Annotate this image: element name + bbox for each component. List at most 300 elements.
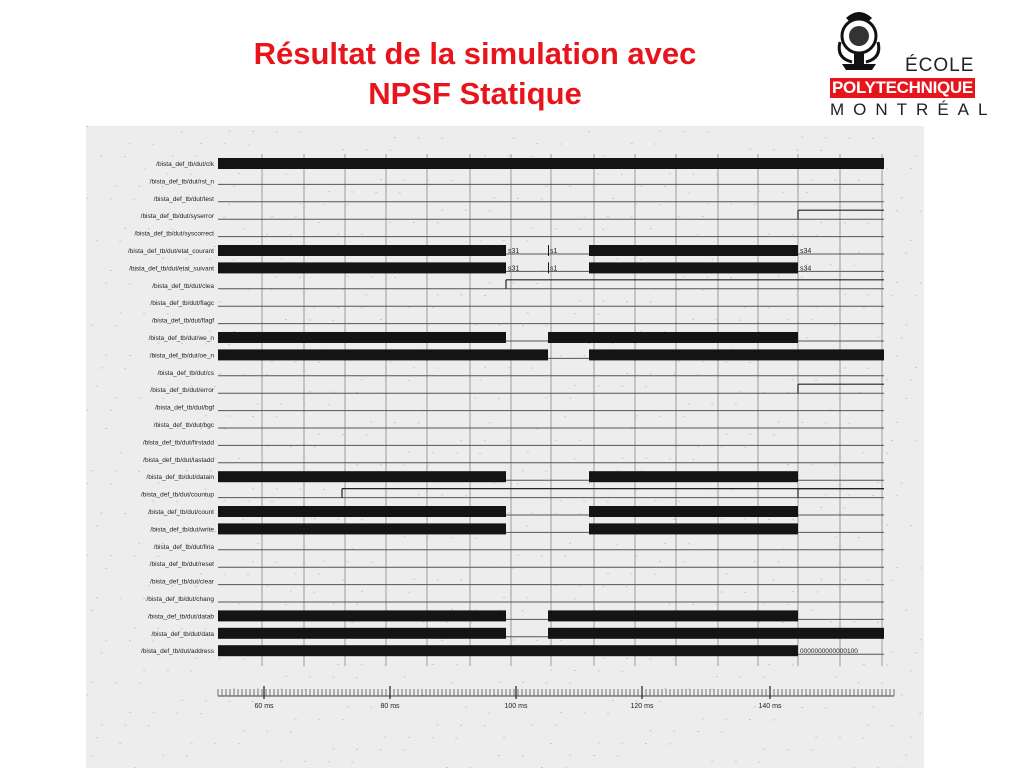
speckle [593, 755, 595, 756]
speckle [796, 150, 798, 151]
speckle [257, 543, 259, 544]
speckle [413, 367, 415, 368]
speckle [328, 404, 330, 405]
speckle [219, 301, 221, 302]
speckle [110, 198, 112, 199]
speckle [403, 750, 405, 751]
speckle [574, 385, 576, 386]
speckle [598, 670, 600, 671]
address-value-label: 0000000000000100 [800, 648, 858, 655]
speckle [853, 265, 855, 266]
speckle [337, 234, 339, 235]
speckle [493, 198, 495, 199]
speckle [105, 568, 107, 569]
speckle [616, 259, 618, 260]
speckle [792, 591, 794, 592]
speckle [787, 464, 789, 465]
speckle [792, 379, 794, 380]
speckle [228, 204, 230, 205]
speckle [678, 361, 680, 362]
speckle [834, 325, 836, 326]
speckle [669, 743, 671, 744]
speckle [848, 423, 850, 424]
speckle [441, 640, 443, 641]
speckle [138, 543, 140, 544]
speckle [796, 435, 798, 436]
speckle [446, 622, 448, 623]
speckle [451, 180, 453, 181]
speckle [508, 512, 510, 513]
speckle [323, 489, 325, 490]
speckle [309, 319, 311, 320]
speckle [266, 234, 268, 235]
speckle [465, 707, 467, 708]
speckle [887, 665, 889, 666]
speckle [167, 313, 169, 314]
speckle [86, 126, 88, 127]
speckle [498, 755, 500, 756]
speckle [228, 416, 230, 417]
speckle [318, 719, 320, 720]
speckle [920, 568, 922, 569]
speckle [105, 355, 107, 356]
speckle [759, 762, 761, 763]
state-bus-bar [589, 262, 798, 273]
speckle [834, 180, 836, 181]
speckle [655, 144, 657, 145]
speckle [181, 343, 183, 344]
speckle [579, 585, 581, 586]
speckle [683, 276, 685, 277]
speckle [536, 640, 538, 641]
speckle [815, 235, 817, 236]
speckle [115, 471, 117, 472]
speckle [664, 186, 666, 187]
speckle [356, 464, 358, 465]
speckle [124, 725, 126, 726]
signal-name-label: /bista_def_tb/dut/rst_n [150, 178, 215, 185]
speckle [532, 725, 534, 726]
slide-title-line1: Résultat de la simulation avec [150, 34, 800, 74]
speckle [673, 374, 675, 375]
speckle [555, 228, 557, 229]
speckle [905, 755, 907, 756]
speckle [588, 483, 590, 484]
speckle [110, 410, 112, 411]
signal-name-label: /bista_def_tb/dut/datab [148, 613, 215, 620]
speckle [621, 386, 623, 387]
speckle [546, 682, 548, 683]
speckle [427, 537, 429, 538]
speckle [891, 440, 893, 441]
speckle [522, 682, 524, 683]
speckle [223, 574, 225, 575]
speckle [214, 246, 216, 247]
speckle [281, 258, 283, 259]
speckle [138, 471, 140, 472]
speckle [617, 755, 619, 756]
speckle [896, 355, 898, 356]
speckle [228, 344, 230, 345]
speckle [356, 604, 358, 605]
speckle [158, 483, 160, 484]
speckle [541, 555, 543, 556]
speckle [901, 483, 903, 484]
speckle [351, 762, 353, 763]
speckle [157, 628, 159, 629]
state-label: s1 [550, 248, 558, 255]
speckle [271, 361, 273, 362]
speckle [901, 694, 903, 695]
speckle [602, 586, 604, 587]
speckle [858, 682, 860, 683]
speckle [224, 143, 226, 144]
speckle [333, 603, 335, 604]
speckle [370, 562, 372, 563]
speckle [276, 416, 278, 417]
speckle [792, 234, 794, 235]
signal-name-label: /bista_def_tb/dut/reset [150, 561, 215, 568]
speckle [228, 701, 230, 702]
speckle [436, 368, 438, 369]
speckle [758, 622, 760, 623]
speckle [171, 586, 173, 587]
speckle [536, 283, 538, 284]
speckle [801, 277, 803, 278]
speckle [242, 519, 244, 520]
speckle [796, 295, 798, 296]
speckle [513, 640, 515, 641]
speckle [224, 500, 226, 501]
speckle [366, 435, 368, 436]
speckle [626, 586, 628, 587]
speckle [584, 713, 586, 714]
signal-name-label: /bista_def_tb/dut/datain [146, 474, 214, 481]
speckle [687, 192, 689, 193]
speckle [673, 731, 675, 732]
speckle [119, 598, 121, 599]
speckle [868, 294, 870, 295]
speckle [266, 731, 268, 732]
speckle [413, 222, 415, 223]
speckle [342, 719, 344, 720]
speckle [645, 743, 647, 744]
speckle [280, 404, 282, 405]
speckle [257, 403, 259, 404]
speckle [754, 706, 756, 707]
speckle [531, 368, 533, 369]
speckle [555, 440, 557, 441]
speckle [872, 707, 874, 708]
speckle [612, 700, 614, 701]
speckle [389, 222, 391, 223]
speckle [91, 755, 93, 756]
signal-bus-bar [548, 628, 884, 639]
speckle [739, 320, 741, 321]
speckle [517, 198, 519, 199]
speckle [593, 398, 595, 399]
speckle [583, 356, 585, 357]
speckle [631, 217, 633, 218]
signal-bus-bar [218, 628, 506, 639]
speckle [394, 137, 396, 138]
speckle [91, 682, 93, 683]
speckle [479, 453, 481, 454]
speckle [366, 149, 368, 150]
speckle [754, 561, 756, 562]
speckle [768, 519, 770, 520]
speckle [834, 465, 836, 466]
speckle [493, 483, 495, 484]
speckle [754, 204, 756, 205]
speckle [384, 665, 386, 666]
speckle [730, 204, 732, 205]
signal-bus-bar [589, 523, 798, 534]
speckle [598, 742, 600, 743]
speckle [536, 143, 538, 144]
speckle [252, 701, 254, 702]
speckle [863, 452, 865, 453]
speckle [659, 416, 661, 417]
speckle [243, 228, 245, 229]
speckle [763, 392, 765, 393]
speckle [598, 385, 600, 386]
speckle [858, 537, 860, 538]
speckle [726, 573, 728, 574]
speckle [816, 592, 818, 593]
speckle [276, 131, 278, 132]
signal-name-label: /bista_def_tb/dut/chang [146, 596, 214, 603]
state-label: s1 [550, 265, 558, 272]
speckle [252, 488, 254, 489]
signal-bus-bar [589, 349, 884, 360]
state-bus-bar [548, 262, 549, 273]
signal-name-label: /bista_def_tb/dut/etat_courant [128, 248, 214, 255]
speckle [541, 198, 543, 199]
speckle [484, 440, 486, 441]
speckle [507, 441, 509, 442]
speckle [489, 713, 491, 714]
speckle [910, 380, 912, 381]
signal-name-label: /bista_def_tb/dut/bgf [155, 405, 214, 412]
speckle [593, 543, 595, 544]
speckle [86, 198, 88, 199]
speckle [768, 664, 770, 665]
speckle [309, 391, 311, 392]
speckle [910, 737, 912, 738]
speckle [877, 337, 879, 338]
speckle [172, 155, 174, 156]
speckle [512, 568, 514, 569]
speckle [503, 240, 505, 241]
speckle [418, 494, 420, 495]
speckle [200, 573, 202, 574]
speckle [403, 465, 405, 466]
speckle [484, 295, 486, 296]
speckle [583, 216, 585, 217]
signal-bus-bar [548, 610, 798, 621]
speckle [110, 483, 112, 484]
signal-name-label: /bista_def_tb/dut/cs [158, 370, 215, 377]
speckle [120, 452, 122, 453]
time-tick-label: 140 ms [759, 703, 782, 710]
speckle [560, 355, 562, 356]
speckle [399, 192, 401, 193]
speckle [887, 379, 889, 380]
speckle [404, 676, 406, 677]
speckle [224, 428, 226, 429]
speckle [205, 415, 207, 416]
speckle [281, 761, 283, 762]
time-tick-label: 120 ms [631, 703, 654, 710]
speckle [839, 380, 841, 381]
speckle [844, 222, 846, 223]
speckle [275, 562, 277, 563]
speckle [839, 452, 841, 453]
speckle [863, 664, 865, 665]
logo-text-ecole: ÉCOLE [905, 55, 974, 77]
speckle [896, 210, 898, 211]
speckle [882, 609, 884, 610]
speckle [654, 574, 656, 575]
speckle [886, 168, 888, 169]
speckle [190, 671, 192, 672]
speckle [380, 319, 382, 320]
speckle [858, 392, 860, 393]
speckle [304, 404, 306, 405]
speckle [815, 737, 817, 738]
speckle [635, 204, 637, 205]
speckle [621, 743, 623, 744]
speckle [578, 514, 580, 515]
signal-name-label: /bista_def_tb/dut/flagf [152, 318, 214, 325]
speckle [706, 277, 708, 278]
speckle [290, 591, 292, 592]
speckle [460, 295, 462, 296]
speckle [162, 755, 164, 756]
speckle [550, 743, 552, 744]
signal-bus-bar [218, 610, 506, 621]
speckle [214, 458, 216, 459]
speckle [773, 580, 775, 581]
speckle [683, 416, 685, 417]
speckle [200, 143, 202, 144]
speckle [404, 180, 406, 181]
clock-bar [218, 158, 884, 169]
speckle [797, 221, 799, 222]
speckle [527, 312, 529, 313]
speckle [546, 326, 548, 327]
speckle [697, 446, 699, 447]
speckle [853, 622, 855, 623]
signal-bus-bar [218, 471, 506, 482]
signal-name-label: /bista_def_tb/dut/syscorrect [135, 231, 215, 238]
speckle [333, 749, 335, 750]
speckle [171, 229, 173, 230]
speckle [361, 519, 363, 520]
speckle [550, 598, 552, 599]
speckle [811, 179, 813, 180]
speckle [437, 222, 439, 223]
speckle [390, 362, 392, 363]
speckle [328, 191, 330, 192]
speckle [825, 707, 827, 708]
speckle [195, 658, 197, 659]
speckle [910, 168, 912, 169]
speckle [271, 501, 273, 502]
speckle [725, 719, 727, 720]
speckle [318, 362, 320, 363]
speckle [597, 174, 599, 175]
speckle [332, 677, 334, 678]
speckle [223, 217, 225, 218]
speckle [437, 294, 439, 295]
speckle [210, 471, 212, 472]
speckle [233, 688, 235, 689]
speckle [692, 459, 694, 460]
speckle [498, 325, 500, 326]
speckle [484, 367, 486, 368]
speckle [195, 586, 197, 587]
speckle [219, 373, 221, 374]
speckle [399, 694, 401, 695]
speckle [834, 537, 836, 538]
speckle [370, 707, 372, 708]
speckle [745, 519, 747, 520]
state-bus-bar [589, 245, 798, 256]
signal-name-label: /bista_def_tb/dut/write [150, 526, 214, 533]
speckle [513, 137, 515, 138]
signal-name-label: /bista_def_tb/dut/data [151, 631, 214, 638]
speckle [238, 458, 240, 459]
speckle [569, 683, 571, 684]
speckle [427, 465, 429, 466]
speckle [868, 580, 870, 581]
speckle [787, 319, 789, 320]
speckle [730, 277, 732, 278]
speckle [186, 755, 188, 756]
speckle [441, 138, 443, 139]
speckle [96, 240, 98, 241]
speckle [413, 579, 415, 580]
speckle [408, 592, 410, 593]
speckle [262, 173, 264, 174]
speckle [503, 737, 505, 738]
speckle [143, 670, 145, 671]
speckle [370, 422, 372, 423]
signal-name-label: /bista_def_tb/dut/oe_n [150, 352, 215, 359]
speckle [882, 537, 884, 538]
speckle [896, 567, 898, 568]
speckle [522, 325, 524, 326]
speckle [418, 423, 420, 424]
speckle [744, 307, 746, 308]
speckle [129, 143, 131, 144]
speckle [427, 325, 429, 326]
speckle [867, 223, 869, 224]
speckle [555, 585, 557, 586]
speckle [96, 737, 98, 738]
speckle [768, 307, 770, 308]
waveform-diagram [86, 126, 924, 768]
speckle [877, 622, 879, 623]
speckle [205, 343, 207, 344]
signal-name-label: /bista_def_tb/dut/clk [156, 161, 215, 168]
speckle [295, 573, 297, 574]
speckle [527, 241, 529, 242]
speckle [764, 604, 766, 605]
speckle [787, 749, 789, 750]
